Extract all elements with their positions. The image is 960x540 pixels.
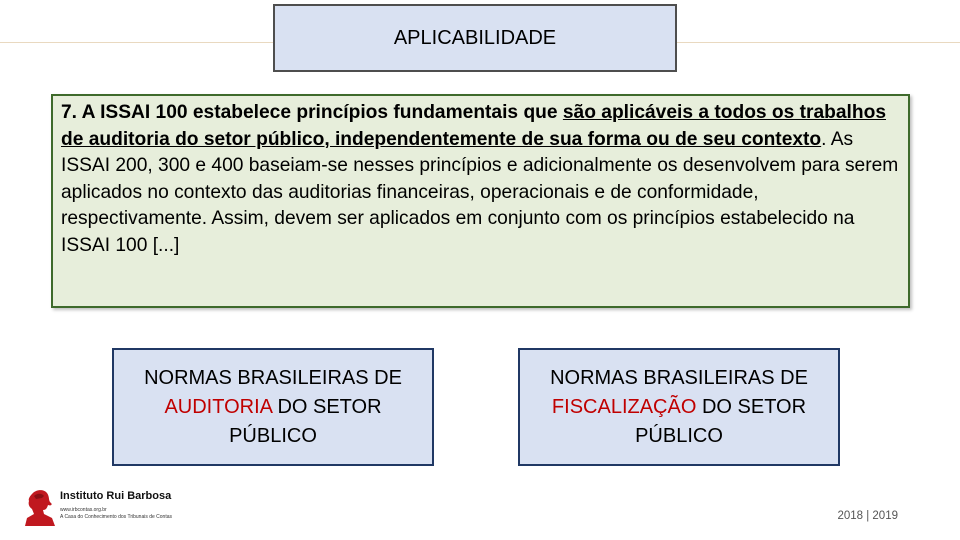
norm-fiscalizacao-highlight: FISCALIZAÇÃO — [551, 395, 697, 418]
norm-auditoria-line2: DO SETOR PÚBLICO — [229, 395, 382, 447]
quote-box — [51, 94, 910, 308]
logo-site: www.irbcontas.org.br — [60, 507, 107, 513]
logo-tagline: A Casa do Conhecimento dos Tribunais de Contas — [60, 514, 173, 520]
irb-logo-icon — [22, 488, 58, 528]
norm-box-auditoria-text — [122, 364, 424, 451]
irb-logo — [22, 488, 202, 528]
norm-box-auditoria — [112, 348, 434, 466]
norm-auditoria-line1: NORMAS BRASILEIRAS DE — [144, 366, 402, 389]
logo-name: Instituto Rui Barbosa — [60, 490, 172, 502]
norm-box-fiscalizacao — [518, 348, 840, 466]
quote-text-emphasis: são aplicáveis a todos os trabalhos de auditoria do setor público, independentemente de sua forma ou de seu contexto — [61, 102, 886, 150]
norm-fiscalizacao-line1: NORMAS BRASILEIRAS DE — [550, 366, 808, 389]
norm-auditoria-highlight: AUDITORIA — [164, 395, 272, 418]
quote-text-rest: . As ISSAI 200, 300 e 400 baseiam-se nesses princípios e adicionalmente os desenvolvem para serem aplicados no contexto das auditorias financeiras, operacionais e de conformidade, respectivamente. Assim, devem ser aplicados em conjunto com os princípios estabelecido na ISSAI 100 [...] — [61, 128, 899, 256]
page-title: APLICABILIDADE — [393, 26, 557, 49]
footer-year: 2018 | 2019 — [837, 510, 898, 522]
title-box — [273, 4, 677, 72]
quote-text-start: 7. A ISSAI 100 estabelece princípios fundamentais que — [61, 102, 563, 123]
norm-fiscalizacao-line2: DO SETOR PÚBLICO — [635, 395, 807, 447]
norm-box-fiscalizacao-text — [528, 364, 830, 451]
